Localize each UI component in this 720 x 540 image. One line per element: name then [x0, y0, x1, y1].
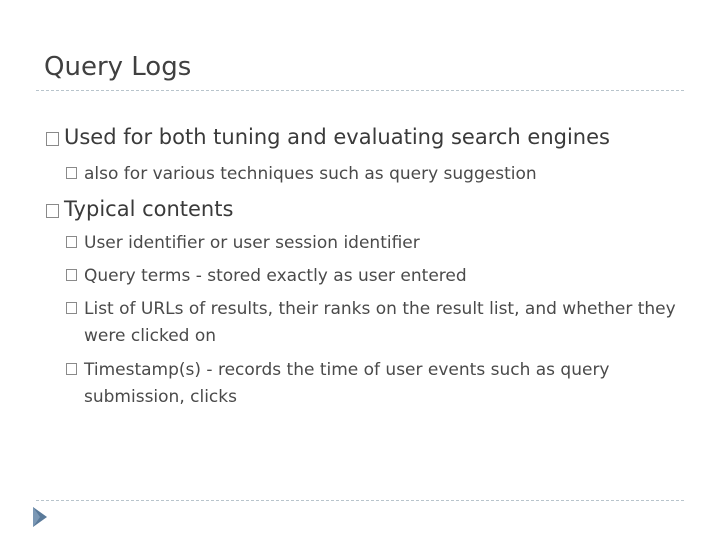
bullet-used-for-tuning	[46, 124, 610, 151]
bullet-text: Used for both tuning and evaluating search engines	[64, 125, 610, 149]
bullet-typical-contents	[46, 196, 233, 223]
bullet-text: Typical contents	[64, 197, 234, 221]
bullet-list-of-urls	[66, 296, 676, 350]
bullet-query-suggestion	[66, 161, 676, 188]
bullet-box-icon	[46, 204, 59, 218]
slide-title: Query Logs	[44, 52, 192, 82]
bullet-timestamps	[66, 357, 676, 411]
bullet-box-icon	[66, 236, 77, 248]
bullet-user-identifier	[66, 230, 676, 257]
bottom-divider	[36, 500, 684, 501]
bullet-query-terms	[66, 263, 676, 290]
bullet-box-icon	[46, 132, 59, 146]
bullet-box-icon	[66, 363, 77, 375]
bullet-text: User identifier or user session identifier	[84, 233, 420, 253]
next-arrow-icon[interactable]	[30, 505, 50, 529]
bullet-text: Timestamp(s) - records the time of user events such as query submission, clicks	[84, 360, 610, 407]
bullet-box-icon	[66, 302, 77, 314]
bullet-box-icon	[66, 167, 77, 179]
top-divider	[36, 90, 684, 91]
bullet-text: List of URLs of results, their ranks on the result list, and whether they were clicked on	[84, 299, 676, 346]
bullet-box-icon	[66, 269, 77, 281]
bullet-text: also for various techniques such as query suggestion	[84, 164, 537, 184]
bullet-text: Query terms - stored exactly as user entered	[84, 266, 467, 286]
